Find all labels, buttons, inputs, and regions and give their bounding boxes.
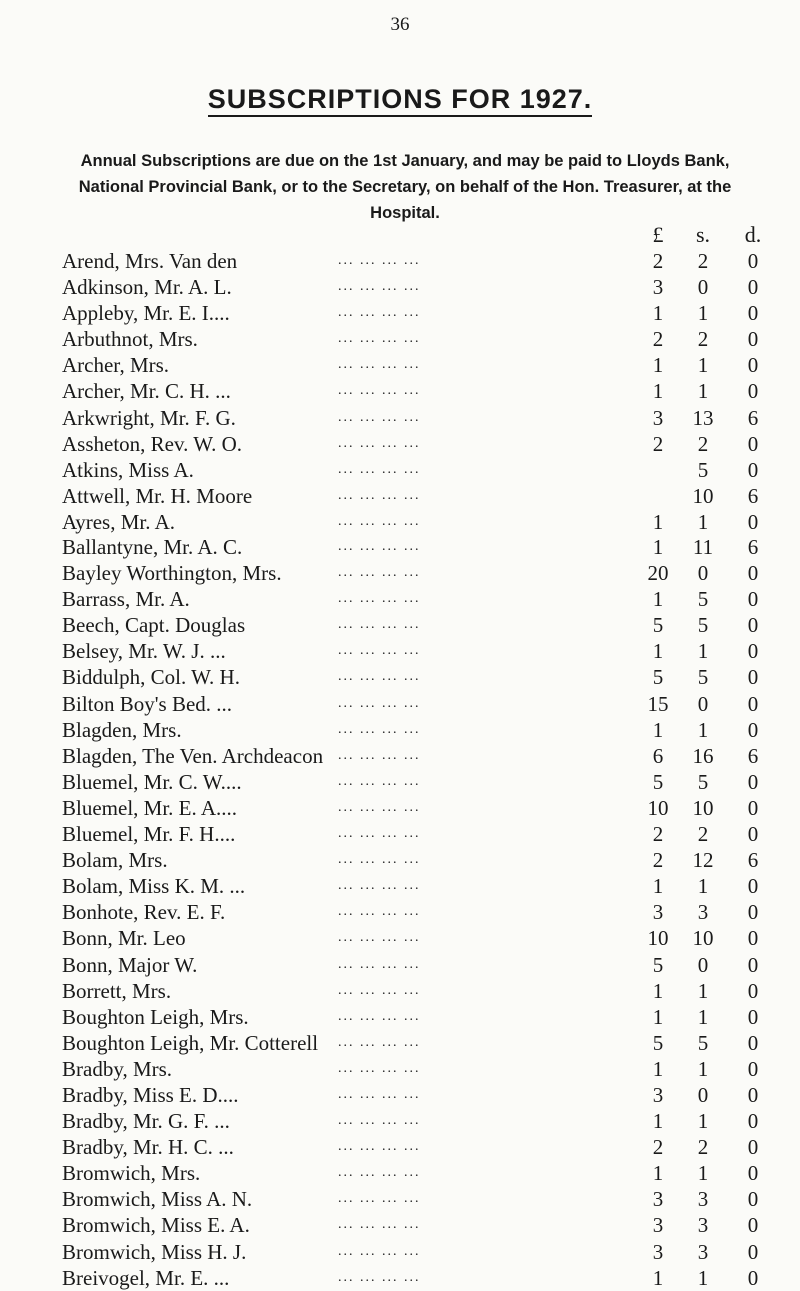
subscriber-name: Adkinson, Mr. A. L. (62, 275, 232, 300)
leader-dots: ... ... ... ... (338, 591, 421, 607)
subscriber-row (0, 586, 800, 612)
subscriber-name: Boughton Leigh, Mr. Cotterell (62, 1030, 319, 1055)
amount-shillings: 12 (692, 848, 714, 873)
amount-pounds: 3 (652, 405, 664, 430)
subscriber-name: Bonn, Major W. (62, 952, 198, 977)
leader-dots: ... ... ... ... (338, 1008, 421, 1024)
amount-pence: 0 (747, 822, 759, 847)
subscriber-row (0, 300, 800, 326)
amount-shillings: 3 (697, 900, 709, 925)
amount-shillings: 5 (697, 769, 709, 794)
amount-pence: 0 (747, 926, 759, 951)
subscriber-row (0, 1004, 800, 1030)
amount-shillings: 2 (697, 822, 709, 847)
amount-pounds: 5 (652, 952, 664, 977)
amount-shillings: 5 (697, 457, 709, 482)
subscriber-list-b (0, 534, 800, 1291)
amount-pounds: 2 (652, 822, 664, 847)
amount-pence: 0 (747, 379, 759, 404)
subscriber-name: Boughton Leigh, Mrs. (62, 1004, 249, 1029)
amount-pence: 0 (747, 1187, 759, 1212)
amount-pence: 0 (747, 1213, 759, 1238)
amount-shillings: 2 (697, 1135, 709, 1160)
leader-dots: ... ... ... ... (338, 721, 421, 737)
subscriber-name: Blagden, The Ven. Archdeacon (62, 743, 324, 768)
amount-pence: 0 (747, 327, 759, 352)
amount-pounds: 1 (652, 874, 664, 899)
amount-shillings: 5 (697, 587, 709, 612)
amount-shillings: 0 (697, 691, 709, 716)
amount-pence: 0 (747, 952, 759, 977)
subscriber-row (0, 378, 800, 404)
amount-pence: 0 (747, 1135, 759, 1160)
subscriber-row (0, 717, 800, 743)
amount-pounds: 3 (652, 1239, 664, 1264)
subscriber-row (0, 743, 800, 769)
page-title-text: SUBSCRIPTIONS FOR 1927. (208, 84, 593, 117)
leader-dots: ... ... ... ... (338, 930, 421, 946)
amount-pence: 0 (747, 301, 759, 326)
leader-dots: ... ... ... ... (338, 643, 421, 659)
subscriber-name: Arend, Mrs. Van den (62, 249, 238, 273)
subscriber-row (0, 1082, 800, 1108)
subscriber-name: Bradby, Miss E. D.... (62, 1082, 239, 1107)
amount-pounds: 10 (647, 926, 669, 951)
amount-pounds: 15 (647, 691, 669, 716)
leader-dots: ... ... ... ... (338, 461, 421, 477)
subscriber-row (0, 638, 800, 664)
subscriber-row (0, 691, 800, 717)
leader-dots: ... ... ... ... (338, 852, 421, 868)
subscriber-row (0, 509, 800, 535)
subscriber-name: Bromwich, Miss A. N. (62, 1187, 253, 1212)
amount-pence: 0 (747, 769, 759, 794)
pounds-header: £ (652, 222, 664, 247)
page-title (0, 84, 800, 115)
amount-pounds: 3 (652, 900, 664, 925)
leader-dots: ... ... ... ... (338, 435, 421, 451)
amount-shillings: 0 (697, 952, 709, 977)
subscriber-row (0, 326, 800, 352)
subscriber-row (0, 1212, 800, 1238)
amount-pounds: 3 (652, 1082, 664, 1107)
subscriber-row (0, 1030, 800, 1056)
amount-shillings: 1 (697, 1056, 709, 1081)
subscriber-name: Beech, Capt. Douglas (62, 613, 246, 638)
leader-dots: ... ... ... ... (338, 383, 421, 399)
subscriber-name: Bradby, Mr. G. F. ... (62, 1109, 230, 1134)
amount-pounds: 2 (652, 848, 664, 873)
amount-pounds: 1 (652, 379, 664, 404)
subscriber-row (0, 405, 800, 431)
amount-pounds: 1 (652, 535, 664, 559)
subscriber-row (0, 821, 800, 847)
leader-dots: ... ... ... ... (338, 539, 421, 554)
subscriber-row (0, 1239, 800, 1265)
subscriber-row (0, 978, 800, 1004)
amount-pounds: 10 (647, 795, 669, 820)
amount-pounds: 1 (652, 509, 664, 534)
leader-dots: ... ... ... ... (338, 565, 421, 581)
subscriber-row (0, 664, 800, 690)
leader-dots: ... ... ... ... (338, 826, 421, 842)
subscriber-row (0, 769, 800, 795)
subscriber-name: Archer, Mr. C. H. ... (62, 379, 231, 404)
amount-shillings: 1 (697, 1109, 709, 1134)
amount-shillings: 1 (697, 717, 709, 742)
amount-pounds: 1 (652, 717, 664, 742)
amount-pounds: 1 (652, 353, 664, 378)
subscriber-list-a (0, 248, 800, 535)
leader-dots: ... ... ... ... (338, 1113, 421, 1129)
amount-pounds: 1 (652, 639, 664, 664)
amount-shillings: 0 (697, 1082, 709, 1107)
amount-pounds: 1 (652, 301, 664, 326)
subscriber-name: Barrass, Mr. A. (62, 587, 190, 612)
subscriber-row (0, 483, 800, 509)
amount-shillings: 1 (697, 1265, 709, 1290)
subscriber-name: Attwell, Mr. H. Moore (62, 483, 253, 508)
amount-shillings: 1 (697, 639, 709, 664)
subscriber-row (0, 431, 800, 457)
amount-shillings: 1 (697, 509, 709, 534)
amount-pounds: 5 (652, 1030, 664, 1055)
amount-shillings: 1 (697, 353, 709, 378)
subscriber-name: Archer, Mrs. (62, 353, 170, 378)
amount-shillings: 2 (697, 249, 709, 273)
amount-shillings: 2 (697, 431, 709, 456)
subscriber-row (0, 795, 800, 821)
amount-pence: 6 (747, 483, 759, 508)
leader-dots: ... ... ... ... (338, 253, 421, 268)
leader-dots: ... ... ... ... (338, 747, 421, 763)
amount-pounds: 1 (652, 1056, 664, 1081)
amount-pounds: 1 (652, 587, 664, 612)
subscriber-name: Bradby, Mrs. (62, 1056, 173, 1081)
leader-dots: ... ... ... ... (338, 878, 421, 894)
amount-pence: 0 (747, 587, 759, 612)
amount-column-headers (0, 222, 800, 250)
amount-pounds: 1 (652, 1004, 664, 1029)
subscriber-name: Ayres, Mr. A. (62, 509, 175, 534)
amount-pence: 6 (747, 743, 759, 768)
subscriber-row (0, 560, 800, 586)
amount-pounds: 2 (652, 327, 664, 352)
leader-dots: ... ... ... ... (338, 357, 421, 373)
amount-pounds: 6 (652, 743, 664, 768)
amount-pounds: 3 (652, 1187, 664, 1212)
leader-dots: ... ... ... ... (338, 1034, 421, 1050)
amount-pence: 0 (747, 717, 759, 742)
leader-dots: ... ... ... ... (338, 513, 421, 529)
amount-pence: 0 (747, 249, 759, 273)
amount-pounds: 5 (652, 769, 664, 794)
leader-dots: ... ... ... ... (338, 1139, 421, 1155)
subscriber-row (0, 1108, 800, 1134)
subscriber-row (0, 1134, 800, 1160)
amount-shillings: 0 (697, 561, 709, 586)
page-number: 36 (390, 14, 410, 35)
amount-pence: 0 (747, 1056, 759, 1081)
subscriber-name: Blagden, Mrs. (62, 717, 182, 742)
amount-shillings: 11 (692, 535, 714, 559)
amount-pounds: 2 (652, 1135, 664, 1160)
amount-shillings: 1 (697, 379, 709, 404)
subscriber-row (0, 612, 800, 638)
leader-dots: ... ... ... ... (338, 1243, 421, 1259)
subscriber-name: Bluemel, Mr. E. A.... (62, 795, 237, 820)
amount-pounds: 1 (652, 1109, 664, 1134)
subscriber-name: Bluemel, Mr. F. H.... (62, 822, 236, 847)
amount-pence: 0 (747, 1082, 759, 1107)
subscriber-row (0, 899, 800, 925)
subscriber-name: Bromwich, Miss H. J. (62, 1239, 247, 1264)
amount-pence: 6 (747, 405, 759, 430)
leader-dots: ... ... ... ... (338, 279, 421, 295)
amount-pounds: 1 (652, 1161, 664, 1186)
amount-shillings: 5 (697, 665, 709, 690)
subscriber-name: Arkwright, Mr. F. G. (62, 405, 236, 430)
amount-pence: 0 (747, 874, 759, 899)
amount-pence: 0 (747, 275, 759, 300)
amount-pence: 0 (747, 1004, 759, 1029)
leader-dots: ... ... ... ... (338, 409, 421, 425)
amount-pence: 0 (747, 1265, 759, 1290)
leader-dots: ... ... ... ... (338, 1269, 421, 1285)
amount-pence: 0 (747, 691, 759, 716)
subscriber-row (0, 925, 800, 951)
subscriber-name: Assheton, Rev. W. O. (62, 431, 243, 456)
subscriber-name: Bonn, Mr. Leo (62, 926, 186, 951)
amount-pounds: 3 (652, 275, 664, 300)
subscriber-name: Ballantyne, Mr. A. C. (62, 535, 243, 559)
subscriber-name: Atkins, Miss A. (62, 457, 194, 482)
amount-pounds: 5 (652, 665, 664, 690)
amount-pence: 0 (747, 431, 759, 456)
amount-shillings: 1 (697, 978, 709, 1003)
amount-pence: 0 (747, 1030, 759, 1055)
amount-shillings: 3 (697, 1213, 709, 1238)
leader-dots: ... ... ... ... (338, 956, 421, 972)
subscriber-row (0, 274, 800, 300)
leader-dots: ... ... ... ... (338, 305, 421, 321)
amount-pence: 0 (747, 457, 759, 482)
amount-pounds: 5 (652, 613, 664, 638)
amount-shillings: 13 (692, 405, 714, 430)
amount-shillings: 1 (697, 1004, 709, 1029)
subscriber-row (0, 847, 800, 873)
subscriber-name: Bayley Worthington, Mrs. (62, 561, 282, 586)
subscriber-name: Belsey, Mr. W. J. ... (62, 639, 226, 664)
amount-pounds: 2 (652, 431, 664, 456)
subscriber-row (0, 1160, 800, 1186)
amount-pounds: 1 (652, 978, 664, 1003)
amount-shillings: 1 (697, 1161, 709, 1186)
amount-shillings: 1 (697, 301, 709, 326)
amount-pence: 6 (747, 848, 759, 873)
subscriber-name: Bonhote, Rev. E. F. (62, 900, 226, 925)
amount-pence: 0 (747, 353, 759, 378)
payment-notice: Annual Subscriptions are due on the 1st January, and may be paid to Lloyds Bank, National Provincial Bank, or to the Secretary, on behalf of the Hon. Treasurer, at the Hospital. (78, 152, 732, 222)
subscriber-row (0, 1265, 800, 1291)
amount-shillings: 2 (697, 327, 709, 352)
amount-shillings: 10 (692, 795, 714, 820)
amount-shillings: 10 (692, 483, 714, 508)
amount-pence: 6 (747, 535, 759, 559)
amount-shillings: 5 (697, 613, 709, 638)
subscriber-name: Bradby, Mr. H. C. ... (62, 1135, 234, 1160)
leader-dots: ... ... ... ... (338, 1165, 421, 1181)
subscriber-row (0, 457, 800, 483)
amount-pence: 0 (747, 978, 759, 1003)
amount-pence: 0 (747, 1109, 759, 1134)
shillings-header: s. (695, 222, 711, 247)
subscriber-row (0, 1056, 800, 1082)
subscriber-name: Borrett, Mrs. (62, 978, 172, 1003)
amount-shillings: 0 (697, 275, 709, 300)
subscriber-row (0, 873, 800, 899)
amount-pence: 0 (747, 795, 759, 820)
leader-dots: ... ... ... ... (338, 1060, 421, 1076)
leader-dots: ... ... ... ... (338, 1217, 421, 1233)
amount-pence: 0 (747, 639, 759, 664)
subscriber-row (0, 352, 800, 378)
leader-dots: ... ... ... ... (338, 331, 421, 347)
leader-dots: ... ... ... ... (338, 695, 421, 711)
pence-header: d. (744, 222, 762, 247)
leader-dots: ... ... ... ... (338, 669, 421, 685)
subscriber-name: Appleby, Mr. E. I.... (62, 301, 230, 326)
amount-pounds: 1 (652, 1265, 664, 1290)
subscriber-name: Bolam, Miss K. M. ... (62, 874, 246, 899)
amount-pence: 0 (747, 665, 759, 690)
subscriber-name: Bolam, Mrs. (62, 848, 168, 873)
amount-shillings: 3 (697, 1187, 709, 1212)
amount-pence: 0 (747, 1161, 759, 1186)
amount-shillings: 10 (692, 926, 714, 951)
amount-shillings: 16 (692, 743, 714, 768)
amount-pounds: 3 (652, 1213, 664, 1238)
subscriber-name: Breivogel, Mr. E. ... (62, 1265, 230, 1290)
leader-dots: ... ... ... ... (338, 904, 421, 920)
subscriber-row (0, 1186, 800, 1212)
leader-dots: ... ... ... ... (338, 982, 421, 998)
amount-shillings: 1 (697, 874, 709, 899)
amount-pence: 0 (747, 900, 759, 925)
subscriber-name: Bromwich, Mrs. (62, 1161, 201, 1186)
leader-dots: ... ... ... ... (338, 487, 421, 503)
subscriber-name: Bromwich, Miss E. A. (62, 1213, 250, 1238)
leader-dots: ... ... ... ... (338, 799, 421, 815)
amount-pence: 0 (747, 561, 759, 586)
amount-shillings: 3 (697, 1239, 709, 1264)
subscriber-name: Bluemel, Mr. C. W.... (62, 769, 242, 794)
leader-dots: ... ... ... ... (338, 773, 421, 789)
amount-pounds: 20 (647, 561, 669, 586)
subscriber-row (0, 952, 800, 978)
amount-pence: 0 (747, 613, 759, 638)
amount-pence: 0 (747, 509, 759, 534)
amount-shillings: 5 (697, 1030, 709, 1055)
subscriber-row (0, 248, 800, 274)
amount-pounds: 2 (652, 249, 664, 273)
leader-dots: ... ... ... ... (338, 1191, 421, 1207)
subscriber-name: Biddulph, Col. W. H. (62, 665, 240, 690)
subscriber-name: Bilton Boy's Bed. ... (62, 691, 233, 716)
subscriber-row (0, 534, 800, 560)
amount-pence: 0 (747, 1239, 759, 1264)
leader-dots: ... ... ... ... (338, 617, 421, 633)
leader-dots: ... ... ... ... (338, 1086, 421, 1102)
subscriber-name: Arbuthnot, Mrs. (62, 327, 198, 352)
